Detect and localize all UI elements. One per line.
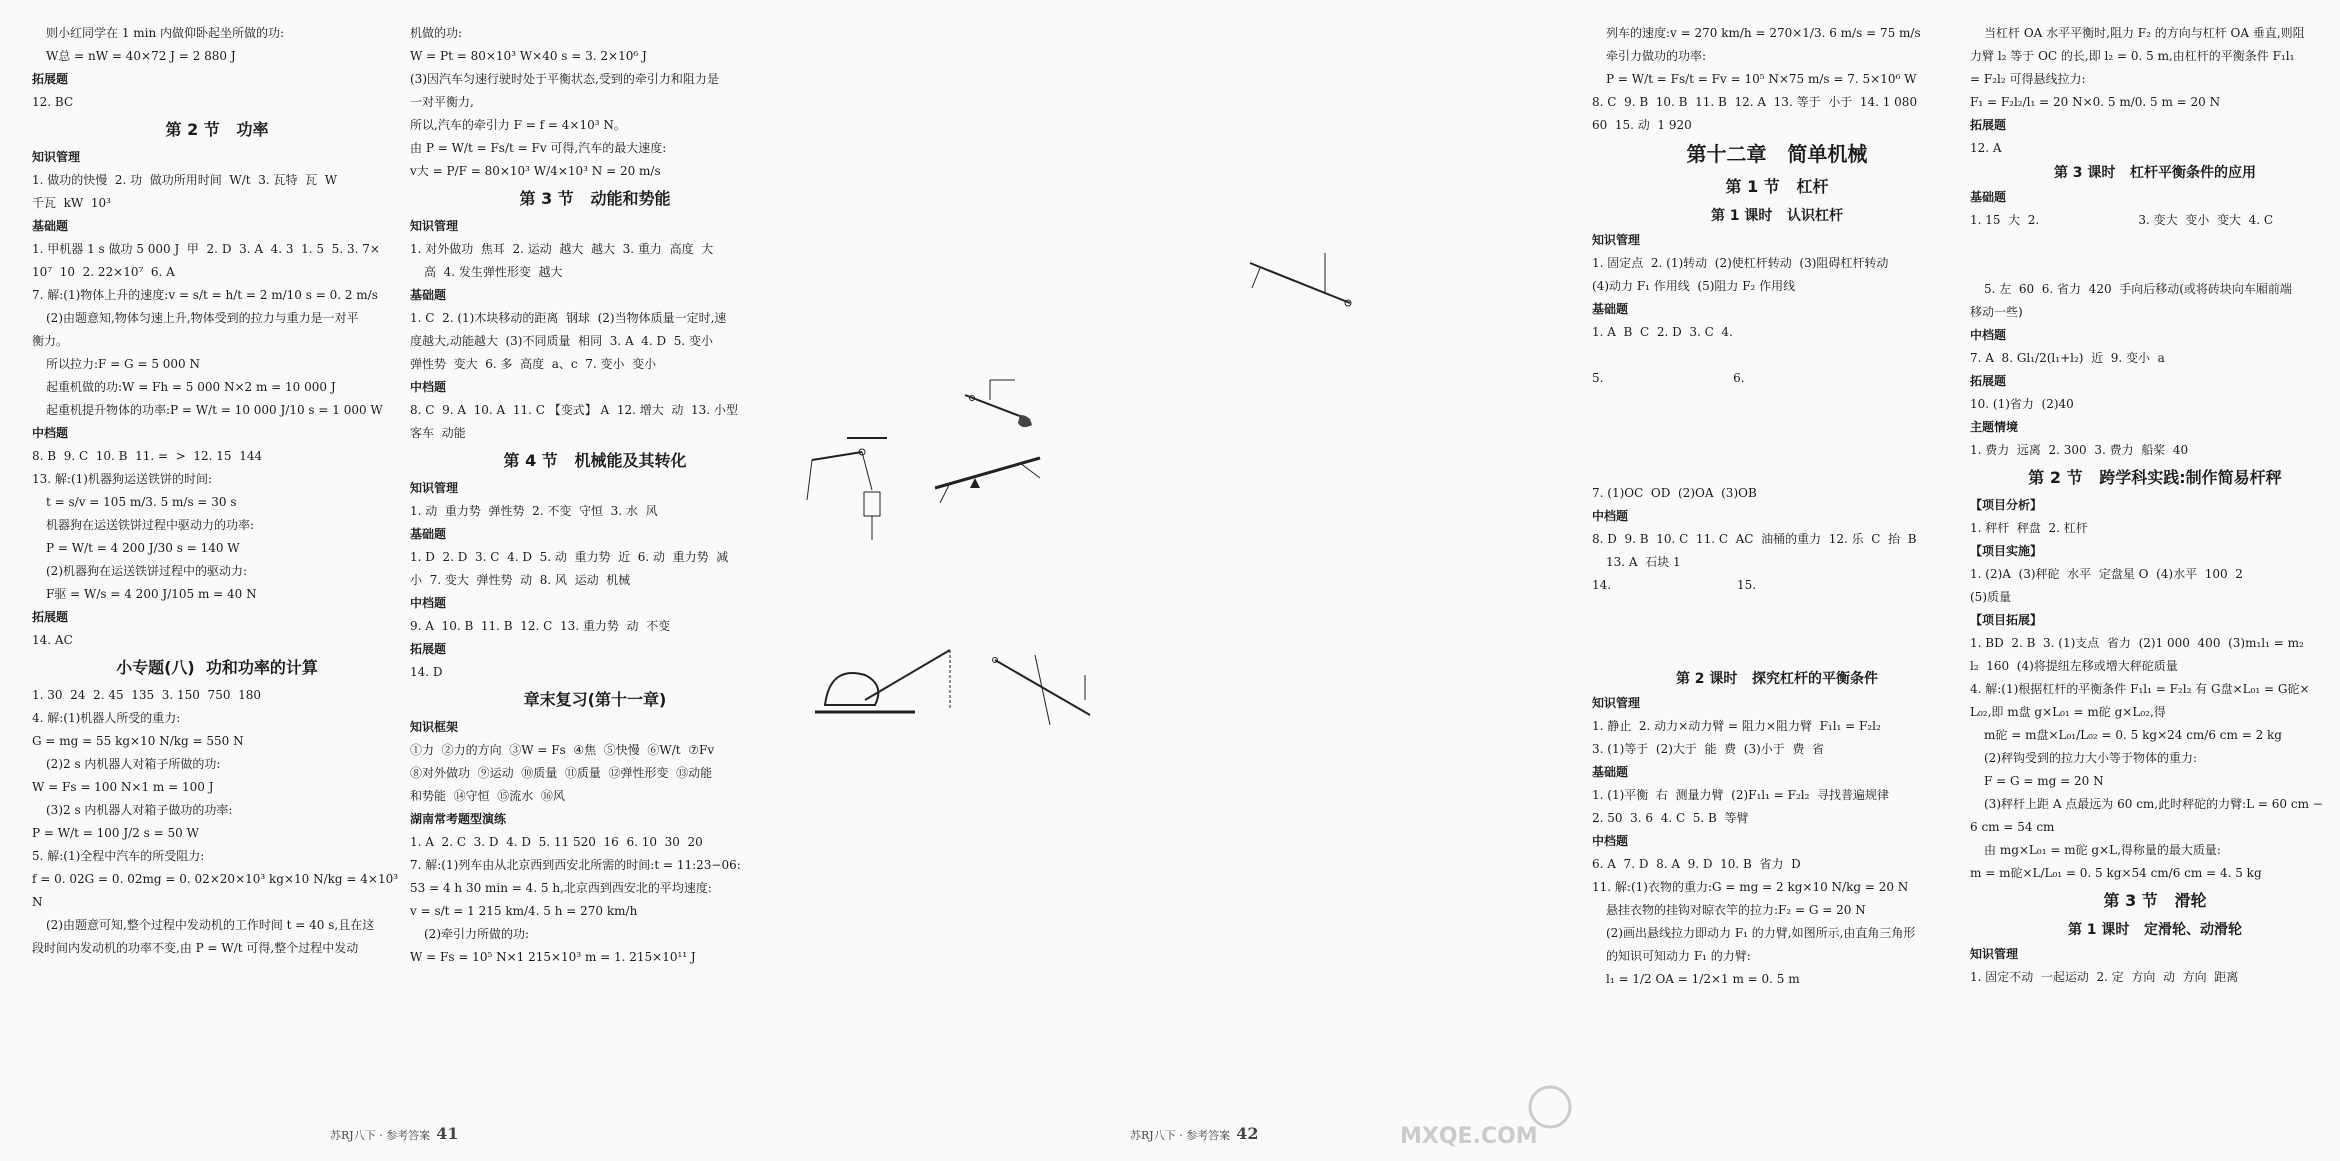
section-heading: 主题情境 <box>1970 420 2019 434</box>
answer-line: (5)质量 <box>1970 590 2011 604</box>
section-title: 第十二章 简单机械 <box>1686 142 1868 166</box>
section-title: 第 1 节 杠杆 <box>1725 177 1829 196</box>
section-title: 小专题(八) 功和功率的计算 <box>116 658 318 677</box>
answer-line <box>1592 413 1962 436</box>
section-heading: 基础题 <box>1592 765 1629 779</box>
answer-line: 8. B 9. C 10. B 11. = > 12. 15 144 <box>32 449 263 463</box>
answer-line: v = s/t = 1 215 km/4. 5 h = 270 km/h <box>410 904 638 918</box>
section-heading: 中档题 <box>410 596 447 610</box>
watermark-logo <box>1400 1079 1580 1149</box>
answer-line: 力臂 l₂ 等于 OC 的长,即 l₂ = 0. 5 m,由杠杆的平衡条件 F₁l₁ <box>1970 49 2295 63</box>
column-2 <box>410 22 780 969</box>
answer-line <box>1592 597 1962 620</box>
answer-line: (2)2 s 内机器人对箱子所做的功: <box>46 757 221 771</box>
answer-line: 机做的功: <box>410 26 463 40</box>
lever-diagram-5 <box>792 430 902 545</box>
answer-line: 段时间内发动机的功率不变,由 P = W/t 可得,整个过程中发动 <box>32 941 359 955</box>
answer-line: (2)牵引力所做的功: <box>424 927 530 941</box>
section-heading: 知识框架 <box>410 720 459 734</box>
section-heading: 湖南常考题型演练 <box>410 812 507 826</box>
section-heading: 拓展题 <box>1970 118 2007 132</box>
lever-diagram-14 <box>805 640 965 725</box>
answer-line: 客车 动能 <box>410 426 466 440</box>
footer-label: 苏RJ八下 · 参考答案 <box>1130 1129 1231 1142</box>
answer-line: l₂ 160 (4)将提纽左移或增大秤砣质量 <box>1970 659 2178 673</box>
section-heading: 拓展题 <box>410 642 447 656</box>
answer-line: 4. 解:(1)机器人所受的重力: <box>32 711 181 725</box>
answer-line: f = 0. 02G = 0. 02mg = 0. 02×20×10³ kg×10 N/kg = 4×10³ N <box>32 872 402 909</box>
answer-line: (2)由题意知,物体匀速上升,物体受到的拉力与重力是一对平 <box>46 311 359 325</box>
answer-line: 14. AC <box>32 633 73 647</box>
lever-diagram-4 <box>960 370 1040 430</box>
answer-line: P = W/t = Fs/t = Fv = 10⁵ N×75 m/s = 7. 5×10⁶ W <box>1606 72 1917 86</box>
answer-line: 1. 固定不动 一起运动 2. 定 方向 动 方向 距离 <box>1970 970 2239 984</box>
answer-line: 7. 解:(1)列车由从北京西到西安北所需的时间:t = 11:23−06: <box>410 858 741 872</box>
answer-line: 9. A 10. B 11. B 12. C 13. 重力势 动 不变 <box>410 619 671 633</box>
answer-line: 高 4. 发生弹性形变 越大 <box>424 265 563 279</box>
answer-line: 1. 静止 2. 动力×动力臂 = 阻力×阻力臂 F₁l₁ = F₂l₂ <box>1592 719 1881 733</box>
answer-line: 60 15. 动 1 920 <box>1592 118 1692 132</box>
lever-diagram-c3-2 <box>1240 248 1360 323</box>
answer-line: 1. A B C 2. D 3. C 4. <box>1592 325 1733 339</box>
section-heading: 知识管理 <box>410 481 459 495</box>
answer-line: 10. (1)省力 (2)40 <box>1970 397 2074 411</box>
answer-line: 14. D <box>410 665 443 679</box>
answer-line: t = s/v = 105 m/3. 5 m/s = 30 s <box>46 495 237 509</box>
section-title: 第 3 节 滑轮 <box>2103 891 2207 910</box>
answer-line: F = G = mg = 20 N <box>1984 774 2104 788</box>
answer-line: 5. 左 60 6. 省力 420 手向后移动(或将砖块向车厢前端 <box>1984 282 2292 296</box>
section-heading: 基础题 <box>1970 190 2007 204</box>
answer-line: (2)由题意可知,整个过程中发动机的工作时间 t = 40 s,且在这 <box>46 918 375 932</box>
answer-line: W = Fs = 10⁵ N×1 215×10³ m = 1. 215×10¹¹ J <box>410 950 696 964</box>
answer-line: (3)因汽车匀速行驶时处于平衡状态,受到的牵引力和阻力是 <box>410 72 719 86</box>
answer-line: 1. 动 重力势 弹性势 2. 不变 守恒 3. 水 风 <box>410 504 658 518</box>
answer-line: 3. (1)等于 (2)大于 能 费 (3)小于 费 省 <box>1592 742 1825 756</box>
section-heading: 拓展题 <box>32 610 69 624</box>
answer-line: 5. 解:(1)全程中汽车的所受阻力: <box>32 849 205 863</box>
answer-line: F₁ = F₂l₂/l₁ = 20 N×0. 5 m/0. 5 m = 20 N <box>1970 95 2221 109</box>
answer-line <box>1592 620 1962 643</box>
answer-line <box>1592 643 1962 666</box>
answer-line: 弹性势 变大 6. 多 高度 a、c 7. 变小 变小 <box>410 357 657 371</box>
answer-line: 1. 对外做功 焦耳 2. 运动 越大 越大 3. 重力 高度 大 <box>410 242 714 256</box>
answer-line: 12. A <box>1970 141 2002 155</box>
answer-line: 8. D 9. B 10. C 11. C AC 油桶的重力 12. 乐 C 抬 B <box>1592 532 1917 546</box>
answer-line: 和势能 ⑭守恒 ⑮流水 ⑯风 <box>410 789 565 803</box>
section-title: 第 1 课时 认识杠杆 <box>1710 208 1844 224</box>
answer-line: P = W/t = 100 J/2 s = 50 W <box>32 826 199 840</box>
section-heading: 中档题 <box>410 380 447 394</box>
answer-line: 一对平衡力, <box>410 95 474 109</box>
answer-line <box>1970 255 2340 278</box>
answer-line: 机器狗在运送铁饼过程中驱动力的功率: <box>46 518 255 532</box>
answer-line: 当杠杆 OA 水平平衡时,阻力 F₂ 的方向与杠杆 OA 垂直,则阻 <box>1984 26 2305 40</box>
answer-line: 6 cm = 54 cm <box>1970 820 2055 834</box>
answer-line: = F₂l₂ 可得悬线拉力: <box>1970 72 2086 86</box>
answer-line: 6. A 7. D 8. A 9. D 10. B 省力 D <box>1592 857 1801 871</box>
answer-line: 53 = 4 h 30 min = 4. 5 h,北京西到西安北的平均速度: <box>410 881 712 895</box>
footer-label: 苏RJ八下 · 参考答案 <box>330 1129 431 1142</box>
page-number: 42 <box>1236 1124 1259 1143</box>
section-heading: 知识管理 <box>32 150 81 164</box>
section-heading: 拓展题 <box>1970 374 2007 388</box>
answer-line: 1. (1)平衡 右 测量力臂 (2)F₁l₁ = F₂l₂ 寻找普遍规律 <box>1592 788 1890 802</box>
page-footer-right <box>1130 1124 1258 1143</box>
answer-line: 1. A 2. C 3. D 4. D 5. 11 520 16 6. 10 30 20 <box>410 835 703 849</box>
answer-line: 7. 解:(1)物体上升的速度:v = s/t = h/t = 2 m/10 s = 0. 2 m/s <box>32 288 378 302</box>
section-heading: 基础题 <box>410 288 447 302</box>
answer-line: (3)秤杆上距 A 点最远为 60 cm,此时秤砣的力臂:L = 60 cm − <box>1984 797 2323 811</box>
answer-line: 衡力。 <box>32 334 69 348</box>
answer-line: 2. 50 3. 6 4. C 5. B 等臂 <box>1592 811 1749 825</box>
section-title: 第 1 课时 定滑轮、动滑轮 <box>2067 922 2243 938</box>
right-page <box>800 0 2323 1161</box>
section-heading: 知识管理 <box>1592 696 1641 710</box>
section-title: 第 3 课时 杠杆平衡条件的应用 <box>2053 165 2257 181</box>
answer-line: 悬挂衣物的挂钩对晾衣竿的拉力:F₂ = G = 20 N <box>1606 903 1866 917</box>
column-4 <box>1970 22 2340 989</box>
answer-line: 1. 秤杆 秤盘 2. 杠杆 <box>1970 521 2088 535</box>
answer-line: ⑧对外做功 ⑨运动 ⑩质量 ⑪质量 ⑫弹性形变 ⑬动能 <box>410 766 713 780</box>
answer-line: 1. 30 24 2. 45 135 3. 150 750 180 <box>32 688 261 702</box>
lever-diagram-15 <box>990 645 1100 730</box>
section-heading: 中档题 <box>32 426 69 440</box>
section-title: 第 2 节 跨学科实践:制作简易杆秤 <box>2028 468 2282 487</box>
answer-line: 小 7. 变大 弹性势 动 8. 风 运动 机械 <box>410 573 631 587</box>
answer-line: F驱 = W/s = 4 200 J/105 m = 40 N <box>46 587 257 601</box>
answer-line: 1. 费力 远离 2. 300 3. 费力 船桨 40 <box>1970 443 2189 457</box>
section-heading: 【项目分析】 <box>1970 498 2043 512</box>
answer-line: P = W/t = 4 200 J/30 s = 140 W <box>46 541 240 555</box>
answer-line: 10⁷ 10 2. 22×10⁷ 6. A <box>32 265 175 279</box>
answer-line: 由 P = W/t = Fs/t = Fv 可得,汽车的最大速度: <box>410 141 667 155</box>
page-footer-left <box>330 1124 458 1143</box>
section-title: 第 2 课时 探究杠杆的平衡条件 <box>1675 671 1879 687</box>
page-number: 41 <box>436 1124 459 1143</box>
answer-line: L₀₂,即 m盘 g×L₀₁ = m砣 g×L₀₂,得 <box>1970 705 2166 719</box>
answer-line: 1. 固定点 2. (1)转动 (2)使杠杆转动 (3)阻碍杠杆转动 <box>1592 256 1889 270</box>
answer-line: 1. BD 2. B 3. (1)支点 省力 (2)1 000 400 (3)m₁l₁ = m₂ <box>1970 636 2304 650</box>
answer-line: 5. 6. <box>1592 371 1745 385</box>
answer-line: 4. 解:(1)根据杠杆的平衡条件 F₁l₁ = F₂l₂ 有 G盘×L₀₁ = G砣× <box>1970 682 2310 696</box>
answer-line: 起重机提升物体的功率:P = W/t = 10 000 J/10 s = 1 000 W <box>46 403 383 417</box>
section-heading: 中档题 <box>1592 834 1629 848</box>
section-heading: 拓展题 <box>32 72 69 86</box>
answer-line: 1. (2)A (3)秤砣 水平 定盘星 O (4)水平 100 2 <box>1970 567 2243 581</box>
answer-line: l₁ = 1/2 OA = 1/2×1 m = 0. 5 m <box>1606 972 1800 986</box>
section-title: 第 2 节 功率 <box>165 120 269 139</box>
answer-line <box>1592 436 1962 459</box>
answer-line: 由 mg×L₀₁ = m砣 g×L,得称量的最大质量: <box>1984 843 2221 857</box>
section-heading: 【项目拓展】 <box>1970 613 2043 627</box>
answer-line: (2)秤钩受到的拉力大小等于物体的重力: <box>1984 751 2198 765</box>
answer-line: 12. BC <box>32 95 74 109</box>
answer-line: v大 = P/F = 80×10³ W/4×10³ N = 20 m/s <box>410 164 661 178</box>
answer-line: 8. C 9. B 10. B 11. B 12. A 13. 等于 小于 14. 1 080 <box>1592 95 1918 109</box>
answer-line <box>1970 232 2340 255</box>
answer-line: 1. C 2. (1)木块移动的距离 钢球 (2)当物体质量一定时,速 <box>410 311 727 325</box>
answer-line: m砣 = m盘×L₀₁/L₀₂ = 0. 5 kg×24 cm/6 cm = 2 kg <box>1984 728 2282 742</box>
section-heading: 【项目实施】 <box>1970 544 2043 558</box>
answer-line: 13. A 石块 1 <box>1606 555 1681 569</box>
answer-line: (2)机器狗在运送铁饼过程中的驱动力: <box>46 564 248 578</box>
left-page <box>0 0 800 1161</box>
section-heading: 基础题 <box>410 527 447 541</box>
section-title: 第 3 节 动能和势能 <box>519 189 671 208</box>
section-heading: 知识管理 <box>1592 233 1641 247</box>
section-title: 第 4 节 机械能及其转化 <box>503 451 687 470</box>
answer-line: 度越大,动能越大 (3)不同质量 相同 3. A 4. D 5. 变小 <box>410 334 714 348</box>
section-heading: 中档题 <box>1970 328 2007 342</box>
section-heading: 知识管理 <box>1970 947 2019 961</box>
section-heading: 中档题 <box>1592 509 1629 523</box>
answer-line: 则小红同学在 1 min 内做仰卧起坐所做的功: <box>46 26 285 40</box>
answer-line: 移动一些) <box>1970 305 2023 319</box>
answer-line: 1. 15 大 2. 3. 变大 变小 变大 4. C <box>1970 213 2274 227</box>
answer-line: 14. 15. <box>1592 578 1757 592</box>
answer-line <box>1592 390 1962 413</box>
section-heading: 知识管理 <box>410 219 459 233</box>
answer-line: 的知识可知动力 F₁ 的力臂: <box>1606 949 1751 963</box>
answer-line: 13. 解:(1)机器狗运送铁饼的时间: <box>32 472 212 486</box>
watermark-text: MXQE.COM <box>1400 1124 1538 1149</box>
answer-line: W = Pt = 80×10³ W×40 s = 3. 2×10⁶ J <box>410 49 647 63</box>
answer-line: 11. 解:(1)衣物的重力:G = mg = 2 kg×10 N/kg = 20 N <box>1592 880 1909 894</box>
answer-line: W总 = nW = 40×72 J = 2 880 J <box>46 49 236 63</box>
answer-line: 8. C 9. A 10. A 11. C 【变式】 A 12. 增大 动 13. 小型 <box>410 403 738 417</box>
answer-line: 所以,汽车的牵引力 F = f = 4×10³ N。 <box>410 118 626 132</box>
lever-diagram-6 <box>930 438 1050 508</box>
answer-line: 7. (1)OC OD (2)OA (3)OB <box>1592 486 1757 500</box>
answer-line: 列车的速度:v = 270 km/h = 270×1/3. 6 m/s = 75 m/s <box>1606 26 1921 40</box>
answer-line: 所以拉力:F = G = 5 000 N <box>46 357 200 371</box>
answer-line: (3)2 s 内机器人对箱子做功的功率: <box>46 803 233 817</box>
answer-line: 千瓦 kW 10³ <box>32 196 111 210</box>
answer-line: (4)动力 F₁ 作用线 (5)阻力 F₂ 作用线 <box>1592 279 1796 293</box>
answer-line: G = mg = 55 kg×10 N/kg = 550 N <box>32 734 244 748</box>
section-heading: 基础题 <box>32 219 69 233</box>
section-title: 章末复习(第十一章) <box>523 690 667 709</box>
column-1 <box>32 22 402 960</box>
answer-line: ①力 ②力的方向 ③W = Fs ④焦 ⑤快慢 ⑥W/t ⑦Fv <box>410 743 715 757</box>
answer-line: (2)画出悬线拉力即动力 F₁ 的力臂,如图所示,由直角三角形 <box>1606 926 1916 940</box>
column-3 <box>1592 22 1962 991</box>
answer-line: 1. D 2. D 3. C 4. D 5. 动 重力势 近 6. 动 重力势 减 <box>410 550 729 564</box>
answer-line: m = m砣×L/L₀₁ = 0. 5 kg×54 cm/6 cm = 4. 5 kg <box>1970 866 2262 880</box>
answer-line: 7. A 8. Gl₁/2(l₁+l₂) 近 9. 变小 a <box>1970 351 2165 365</box>
answer-line: 1. 做功的快慢 2. 功 做功所用时间 W/t 3. 瓦特 瓦 W <box>32 173 338 187</box>
answer-line: W = Fs = 100 N×1 m = 100 J <box>32 780 214 794</box>
answer-line <box>1592 344 1962 367</box>
answer-line: 牵引力做功的功率: <box>1606 49 1707 63</box>
answer-line <box>1592 459 1962 482</box>
answer-line: 起重机做的功:W = Fh = 5 000 N×2 m = 10 000 J <box>46 380 336 394</box>
answer-line: 1. 甲机器 1 s 做功 5 000 J 甲 2. D 3. A 4. 3 1. 5 5. 3. 7× <box>32 242 380 256</box>
section-heading: 基础题 <box>1592 302 1629 316</box>
